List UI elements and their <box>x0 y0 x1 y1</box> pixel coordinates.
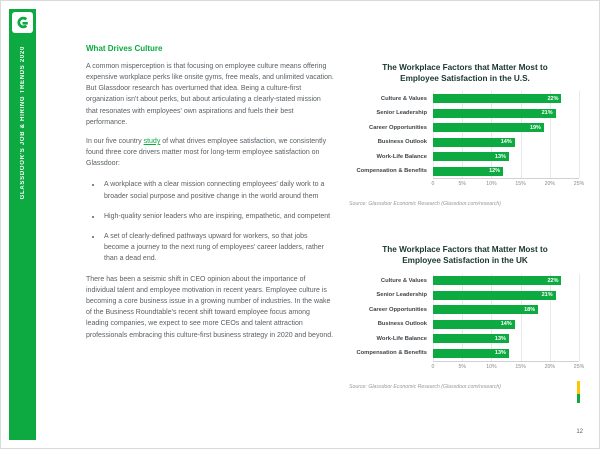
gridline <box>491 274 492 361</box>
x-tick-label: 20% <box>544 363 555 370</box>
bar-value-label: 21% <box>541 292 553 299</box>
page-number: 12 <box>576 429 583 435</box>
paragraph-study-pre: In our five country <box>86 137 144 145</box>
bar-category-label: Senior Leadership <box>376 110 427 117</box>
sidebar <box>9 9 36 440</box>
x-tick-label: 15% <box>515 181 526 188</box>
x-tick-label: 10% <box>486 363 497 370</box>
gridline <box>521 91 522 178</box>
x-axis <box>431 178 585 188</box>
chart-us <box>349 63 585 208</box>
bar-track <box>433 276 579 285</box>
x-tick-label: 5% <box>458 181 466 188</box>
x-tick-label: 15% <box>515 363 526 370</box>
bar-track <box>433 305 579 314</box>
bar-value-label: 21% <box>541 110 553 117</box>
bar-category-label: Business Outlook <box>377 139 427 146</box>
paragraph-study-post: of what drives employee satisfaction, we consistently found three core drivers matter most for long-term employee satisfaction on Glassdoor: <box>86 137 327 168</box>
bar <box>433 138 515 147</box>
edge-marker-yellow <box>577 381 580 394</box>
bar-track <box>433 167 579 176</box>
bar-value-label: 22% <box>547 95 559 102</box>
x-axis <box>431 361 585 371</box>
bar-value-label: 14% <box>500 321 512 328</box>
x-tick-label: 0 <box>431 181 435 188</box>
bar-track <box>433 320 579 329</box>
grid <box>433 274 579 361</box>
plot-area <box>349 91 581 178</box>
bar-value-label: 19% <box>529 124 541 131</box>
paragraph-ceo-shift: There has been a seismic shift in CEO opinion about the importance of individual talent and employee motivation in recent years. Employee culture is becoming a core business issue in a growing number of industries. In the wake of the Business Roundtable's recent shift toward employee focus among leading companies, we expect to see more CEOs and talent attraction professionals embracing this culture-first business strategy in 2020 and beyond. <box>86 275 334 339</box>
bar-category-label: Business Outlook <box>377 321 427 328</box>
bar <box>433 167 503 176</box>
list-item: • A workplace with a clear mission connecting employees' daily work to a broader social purpose and positive change in the world around them <box>102 179 334 201</box>
bar <box>433 123 544 132</box>
chart-title: The Workplace Factors that Matter Most to Employee Satisfaction in the UK <box>382 245 548 265</box>
bar-track <box>433 109 579 118</box>
x-tick-label: 25% <box>573 363 585 370</box>
bar-track <box>433 334 579 343</box>
x-tick-label: 20% <box>544 181 555 188</box>
gridline <box>550 274 551 361</box>
bar-track <box>433 123 579 132</box>
bar-track <box>433 138 579 147</box>
glassdoor-logo-icon <box>12 12 33 33</box>
bar-value-label: 14% <box>500 139 512 146</box>
paragraph-study <box>86 136 334 170</box>
bar-value-label: 13% <box>494 153 506 160</box>
chart-source: Source: Glassdoor Economic Research (Glassdoor.com/research) <box>349 383 502 390</box>
x-tick-label: 25% <box>573 181 585 188</box>
bar-category-label: Career Opportunities <box>369 306 427 313</box>
bar <box>433 320 515 329</box>
chart-title: The Workplace Factors that Matter Most to Employee Satisfaction in the U.S. <box>382 63 548 83</box>
bar-value-label: 13% <box>494 350 506 357</box>
edge-marker-green <box>577 394 580 403</box>
bar-category-label: Culture & Values <box>380 277 427 284</box>
bar-track <box>433 349 579 358</box>
study-link[interactable]: study <box>143 137 161 145</box>
section-heading: What Drives Culture <box>86 44 163 53</box>
drivers-list <box>102 179 334 264</box>
chart-uk <box>349 245 585 390</box>
bar-value-label: 13% <box>494 335 506 342</box>
grid <box>433 91 579 178</box>
x-tick-label: 0 <box>431 363 435 370</box>
edge-marker <box>577 381 580 403</box>
charts-column <box>349 63 585 390</box>
gridline <box>521 274 522 361</box>
list-item: • A set of clearly-defined pathways upward for workers, so that jobs become a journey to the next rung of employees' career ladders, rather than a dead end. <box>102 231 334 265</box>
gridline <box>433 274 434 361</box>
report-title-vertical: GLASSDOOR'S JOB & HIRING TRENDS 2020 <box>19 46 26 200</box>
bar-track <box>433 94 579 103</box>
list-item: • High-quality senior leaders who are inspiring, empathetic, and competent <box>102 211 334 222</box>
plot-area <box>349 274 581 361</box>
bar <box>433 109 556 118</box>
bar-category-label: Compensation & Benefits <box>356 168 427 175</box>
bar-value-label: 18% <box>524 306 536 313</box>
bar <box>433 334 509 343</box>
gridline <box>579 91 580 178</box>
bar-category-label: Work-Life Balance <box>376 335 427 342</box>
bar-category-label: Senior Leadership <box>376 292 427 299</box>
bar <box>433 94 561 103</box>
paragraph-misperception: A common misperception is that focusing on employee culture means offering expensive workplace perks like onsite gyms, free meals, and unlimited vacation. But Glassdoor research has overturned that idea. Being a culture-first organization isn't about perks, but about articulating a clearly-stated mission that resonates with employees' own aspirations and fuels their best performance. <box>86 62 334 126</box>
bar-category-label: Culture & Values <box>380 95 427 102</box>
bar <box>433 349 509 358</box>
gridline <box>579 274 580 361</box>
bar <box>433 152 509 161</box>
chart-source: Source: Glassdoor Economic Research (Glassdoor.com/research) <box>349 201 502 208</box>
bar <box>433 291 556 300</box>
bar-category-label: Work-Life Balance <box>376 153 427 160</box>
x-tick-label: 10% <box>486 181 497 188</box>
bar-value-label: 22% <box>547 277 559 284</box>
bar <box>433 276 561 285</box>
bar-value-label: 12% <box>489 168 501 175</box>
gridline <box>462 274 463 361</box>
gridline <box>462 91 463 178</box>
bar-category-label: Compensation & Benefits <box>356 350 427 357</box>
x-tick-label: 5% <box>458 363 466 370</box>
article-column <box>86 43 334 349</box>
gridline <box>433 91 434 178</box>
bar <box>433 305 538 314</box>
gridline <box>491 91 492 178</box>
gridline <box>550 91 551 178</box>
bar-category-label: Career Opportunities <box>369 124 427 131</box>
bar-track <box>433 152 579 161</box>
bar-track <box>433 291 579 300</box>
